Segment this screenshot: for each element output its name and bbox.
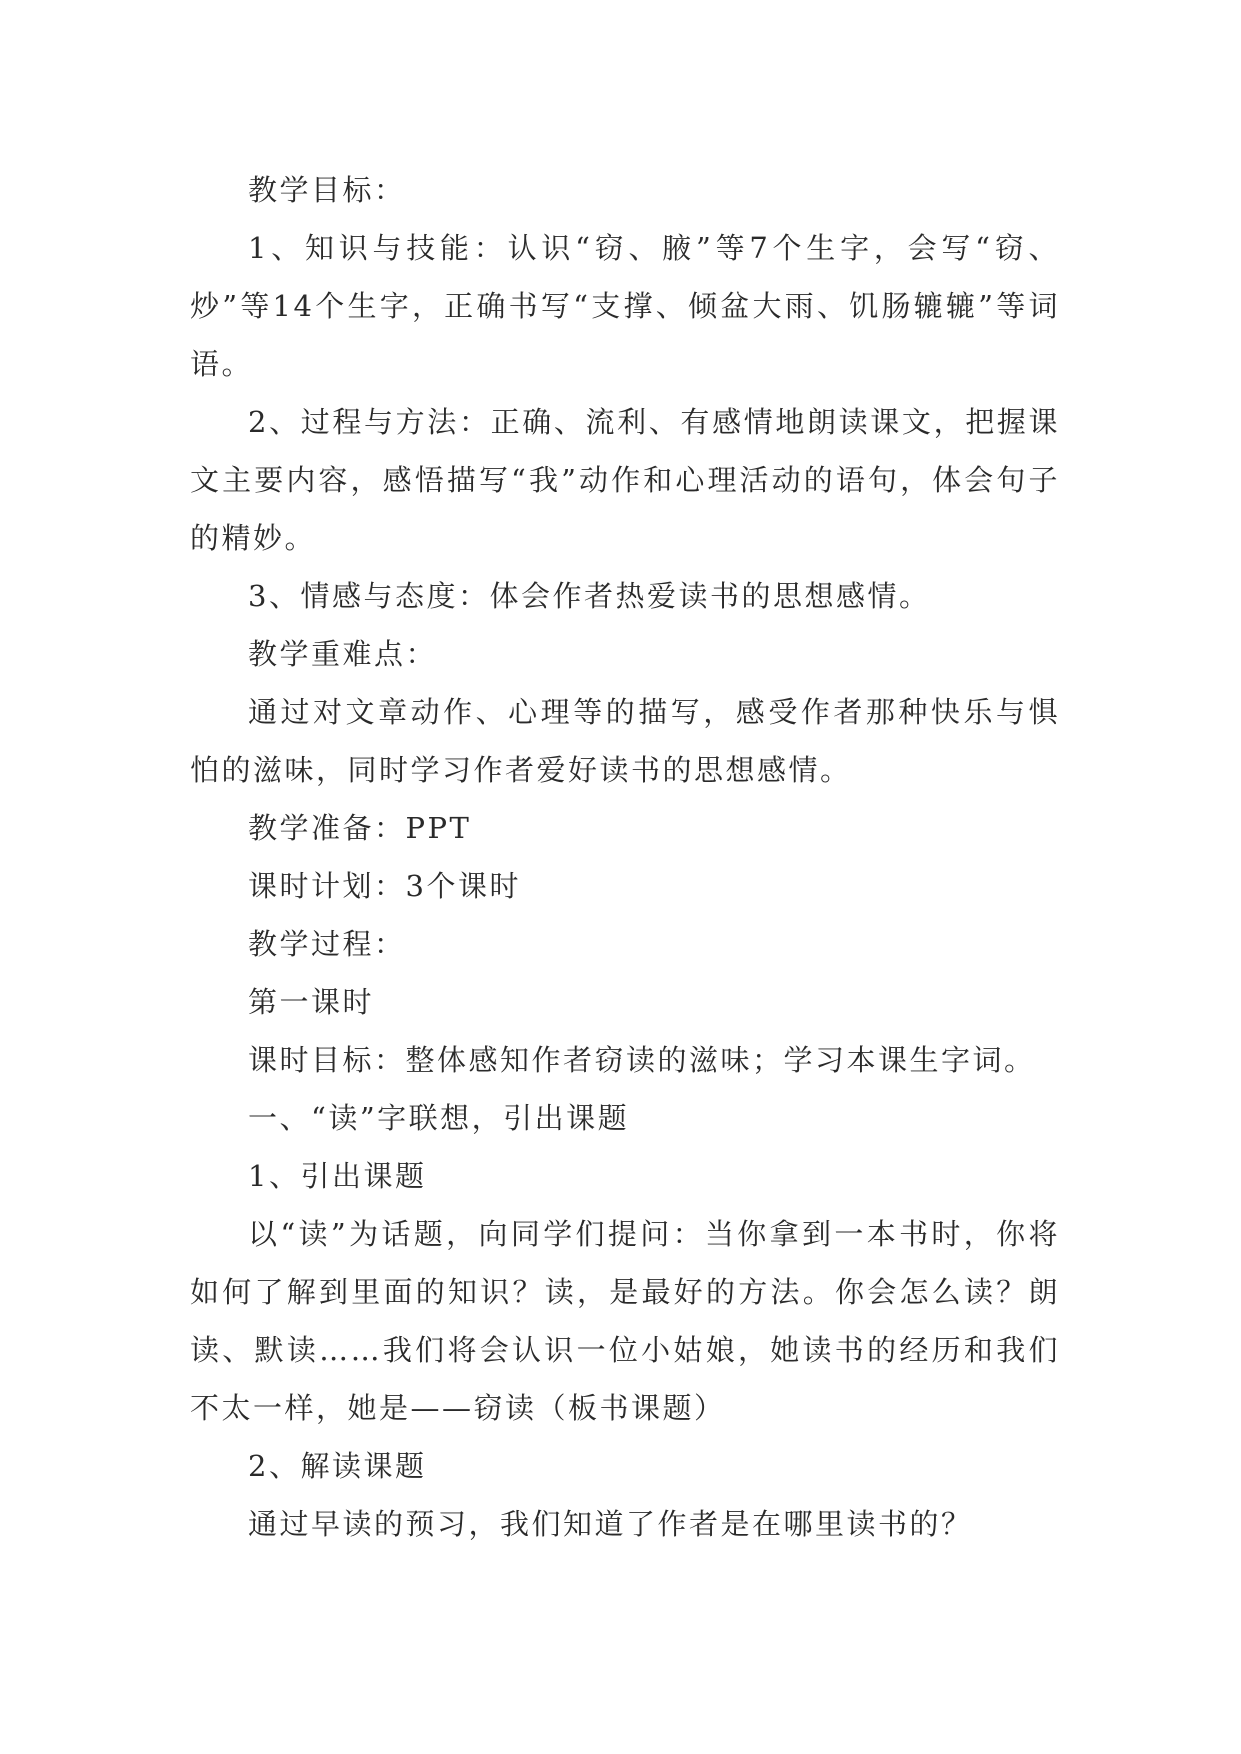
goal-knowledge-skills: 1、知识与技能：认识“窃、腋”等7个生字，会写“窃、炒”等14个生字，正确书写“支撑、倾盆大雨、饥肠辘辘”等词语。 <box>190 231 1060 381</box>
heading-first-lesson: 第一课时 <box>248 985 375 1019</box>
goal-process-methods: 2、过程与方法：正确、流利、有感情地朗读课文，把握课文主要内容，感悟描写“我”动作和心理活动的语句，体会句子的精妙。 <box>190 405 1060 555</box>
lesson-plan: 课时计划：3个课时 <box>248 869 521 903</box>
step-two-heading: 2、解读课题 <box>248 1449 427 1483</box>
key-difficulties-text: 通过对文章动作、心理等的描写，感受作者那种快乐与惧怕的滋味，同时学习作者爱好读书的思想感情。 <box>190 695 1060 787</box>
teaching-preparation: 教学准备：PPT <box>248 811 472 845</box>
heading-key-difficulties: 教学重难点： <box>248 637 438 671</box>
step-one-heading: 1、引出课题 <box>248 1159 427 1193</box>
heading-teaching-goals: 教学目标： <box>248 173 406 207</box>
heading-teaching-process: 教学过程： <box>248 927 406 961</box>
document-body <box>190 161 1060 1553</box>
step-one-text: 以“读”为话题，向同学们提问：当你拿到一本书时，你将如何了解到里面的知识？读，是最好的方法。你会怎么读？朗读、默读……我们将会认识一位小姑娘，她读书的经历和我们不太一样，她是——窃读（板书课题） <box>190 1217 1060 1425</box>
section-one-heading: 一、“读”字联想，引出课题 <box>248 1101 630 1135</box>
lesson-goal: 课时目标：整体感知作者窃读的滋味；学习本课生字词。 <box>248 1043 1036 1077</box>
step-two-text: 通过早读的预习，我们知道了作者是在哪里读书的？ <box>248 1507 973 1541</box>
goal-emotion-attitude: 3、情感与态度：体会作者热爱读书的思想感情。 <box>248 579 931 613</box>
